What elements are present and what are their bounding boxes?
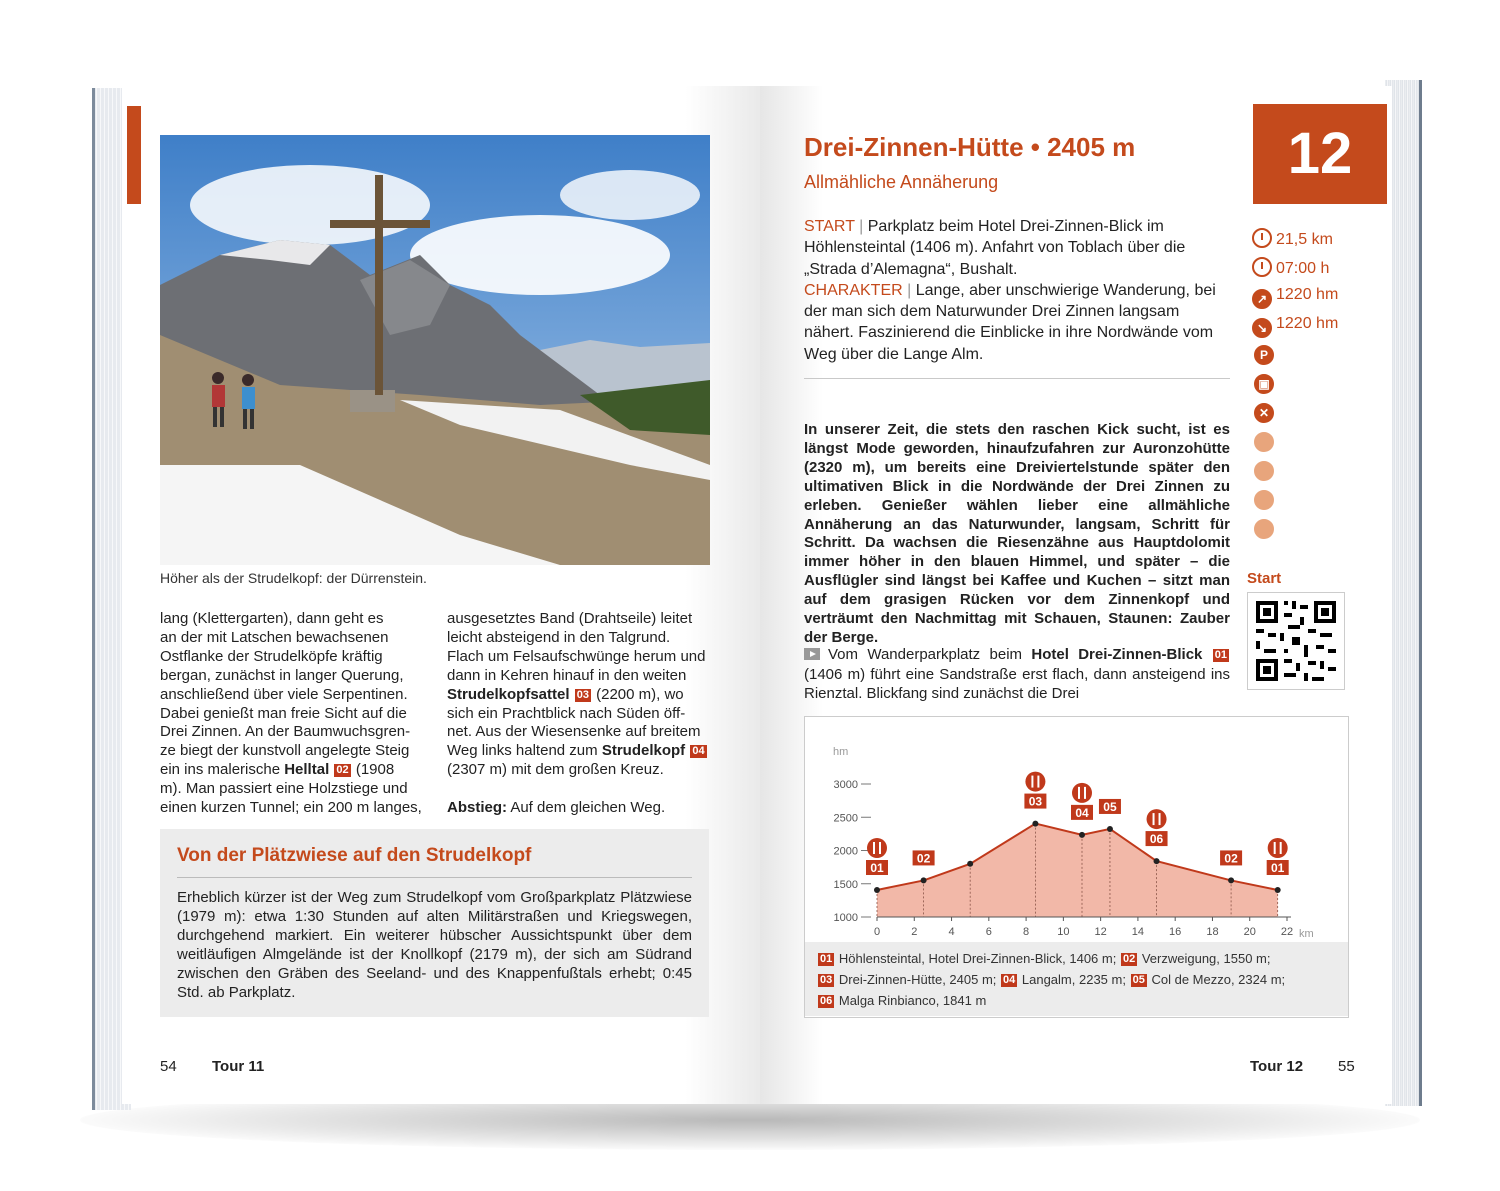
x-tick-label: 4 (948, 926, 955, 938)
legend-line (817, 990, 1348, 1011)
legend-text: Langalm, 2235 m; (1021, 972, 1126, 987)
text-line: ze biegt der kunstvoll angelegte Steig (160, 742, 410, 760)
text-line (447, 799, 709, 818)
text-fragment: (1908 (351, 761, 395, 779)
start-key: START (804, 218, 855, 235)
waypoint-marker-label: 01 (1271, 861, 1285, 876)
legend-code: 02 (1122, 953, 1136, 965)
profile-point (1275, 887, 1281, 893)
summit-cross-photo (160, 135, 710, 565)
legend-line (817, 948, 1348, 969)
legend-text: Col de Mezzo, 2324 m; (1151, 972, 1286, 987)
place-strudelkopf: Strudelkopf (601, 742, 686, 760)
profile-point (1032, 821, 1038, 827)
text-line: ausgesetztes Band (Drahtseile) leitet (447, 610, 693, 627)
y-axis-label: hm (833, 746, 849, 758)
info-box-title: Von der Plätzwiese auf den Strudelkopf (177, 845, 532, 866)
text-line: m). Man passiert eine Holzstiege und (160, 780, 408, 798)
bus-icon: ▣ (1254, 374, 1274, 394)
distance-icon (1252, 228, 1272, 248)
text-line: Drei Zinnen. An der Baumwuchsgren- (160, 723, 411, 741)
restaurant-icon: ✕ (1254, 403, 1274, 423)
text-line: Flach um Felsaufschwünge herum und (447, 647, 706, 665)
profile-point (874, 887, 880, 893)
x-tick-label: 10 (1057, 926, 1070, 938)
x-axis-label: km (1299, 928, 1314, 940)
text-fragment: Weg links haltend zum (447, 742, 602, 760)
tour-label-left: Tour 11 (212, 1058, 265, 1075)
divider (177, 877, 692, 878)
legend-text: Höhlensteintal, Hotel Drei-Zinnen-Blick, 1406 m; (838, 951, 1117, 966)
tour-subtitle: Allmähliche Annäherung (804, 172, 999, 192)
text-line: anschließend über viele Serpentinen. (160, 685, 408, 703)
text-line: an der mit Latschen bewachsenen (160, 628, 389, 646)
text-line: einen kurzen Tunnel; ein 200 m langes, (160, 799, 422, 817)
x-tick-label: 18 (1206, 926, 1219, 938)
restaurant-icon (867, 838, 887, 858)
start-text: Parkplatz beim Hotel Drei-Zinnen-Blick im Höhlensteintal (1406 m). Anfahrt von Toblach über die „Strada d’Alemagna“, Bushalt. (804, 218, 1186, 278)
text-fragment: Vom Wanderparkplatz beim (828, 646, 1032, 663)
x-tick-label: 12 (1094, 926, 1107, 938)
profile-point (921, 877, 927, 883)
profile-point (1107, 826, 1113, 832)
charakter-text: Lange, aber unschwierige Wanderung, bei der man sich dem Naturwunder Drei Zinnen langsam nähert. Faszinierend die Einblicke in ihre Nordwände vom Weg über die Lange Alm. (804, 281, 1216, 363)
text-line: Ostflanke der Strudelköpfe kräftig (160, 647, 383, 665)
waypoint-badge: 02 (336, 764, 349, 777)
restaurant-icon (1072, 783, 1092, 803)
abstieg-label: Abstieg: (447, 799, 507, 817)
waypoint-marker-label: 02 (1224, 851, 1238, 866)
text-line: Dabei genießt man freie Sicht auf die (160, 704, 407, 722)
intro-text: In unserer Zeit, die stets den raschen Kick sucht, ist es längst Mode geworden, hinaufzufahren zur Auronzohütte (2320 m), um bereits eine Dreiviertelstunde später den ultimativen Blick in die Nordwände der Drei Zinnen zu erleben. Genießer wählen lieber eine allmähliche Annäherung an das Naturwunder, langsam, Schritt für Schritt. Da wachsen die Riesenzähne aus Hauptdolomit immer höher in den blauen Himmel, und später – die Ausflügler sind längst bei Kaffee und Kuchen – sitzt man auf dem grasigen Rücken vor dem Zinnenkopf und verträumt den Nachmittag mit Schauen, Staunen: Zauber der Berge. (804, 421, 1230, 646)
tour-title: Drei-Zinnen-Hütte • 2405 m (804, 132, 1136, 162)
charakter-key: CHARAKTER (804, 281, 903, 299)
text-line (447, 742, 709, 761)
text-fragment: (2200 m), wo (591, 685, 684, 703)
mountain-illustration (160, 135, 710, 565)
abstieg-text: Auf dem gleichen Weg. (507, 799, 666, 817)
x-tick-label: 20 (1243, 926, 1256, 938)
legend-code: 04 (1003, 974, 1016, 986)
info-box (160, 829, 709, 1017)
text-line: leicht absteigend in den Talgrund. (447, 628, 671, 646)
place-strudelkopfsattel: Strudelkopfsattel (447, 685, 570, 703)
waypoint-marker-label: 03 (1028, 794, 1043, 809)
stat-distance (1252, 228, 1333, 249)
legend-code: 03 (820, 974, 833, 986)
waypoint-marker-label: 05 (1103, 799, 1117, 814)
profile-point (1079, 832, 1085, 838)
text-fragment: (1406 m) führt eine Sandstraße erst flach, dann ansteigend ins Rienztal. Blickfang sind zunächst die Drei (804, 665, 1230, 702)
text-fragment: ein ins malerische (160, 761, 285, 779)
text-line: bergan, zunächst in langer Querung, (160, 666, 404, 684)
profile-legend (805, 942, 1348, 1016)
text-line (160, 761, 422, 780)
stat-value: 1220 hm (1276, 286, 1339, 303)
stat-value: 21,5 km (1276, 231, 1333, 248)
qr-code-icon (1248, 593, 1344, 689)
child-friendly-icon (1254, 432, 1274, 452)
y-tick-label: 2000 (833, 845, 858, 858)
x-tick-label: 16 (1169, 926, 1182, 938)
descent-icon: ↘ (1252, 318, 1272, 338)
page-number-right: 55 (1338, 1058, 1355, 1075)
stat-value: 07:00 h (1276, 260, 1330, 277)
parking-icon: P (1254, 345, 1274, 365)
profile-point (1154, 858, 1160, 864)
legend-text: Malga Rinbianco, 1841 m (838, 993, 987, 1008)
x-tick-label: 0 (873, 926, 881, 938)
tour-label-right: Tour 12 (1250, 1058, 1304, 1075)
text-line: lang (Klettergarten), dann geht es (160, 610, 384, 627)
place-helltal: Helltal (284, 761, 330, 779)
x-tick-label: 2 (911, 926, 918, 938)
legend-code: 06 (820, 995, 833, 1007)
legend-text: Verzweigung, 1550 m; (1141, 951, 1271, 966)
text-line: dann in Kehren hinauf in den weiten (447, 666, 687, 684)
chapter-tab (127, 106, 141, 204)
waypoint-badge: 01 (1214, 649, 1227, 661)
swimming-icon (1254, 461, 1274, 481)
legend-text: Drei-Zinnen-Hütte, 2405 m; (838, 972, 997, 987)
tour-meta: START | Parkplatz beim Hotel Drei-Zinnen-Blick im Höhlensteintal (1406 m). Anfahrt von Toblach über die „Strada d’Alemagna“, Bushalt. CHARAKTER | Lange, aber unschwierige Wanderung, bei der man sich dem Naturwunder Drei Zinnen langsam nähert. Faszinierend die Einblicke in ihre Nordwände vom Weg über die Lange Alm. (804, 218, 1216, 363)
waypoint-marker-label: 04 (1075, 805, 1089, 820)
y-tick-label: 1500 (833, 878, 858, 891)
route-text (804, 645, 1230, 704)
profile-point (1228, 877, 1234, 883)
y-tick-label: 2500 (833, 812, 858, 825)
stat-ascent (1252, 286, 1338, 309)
stat-value: 1220 hm (1276, 315, 1339, 332)
start-label: Start (1247, 570, 1282, 587)
restaurant-icon (1025, 772, 1045, 792)
waypoint-marker-label: 01 (870, 861, 884, 876)
tour-number-badge: 12 (1253, 104, 1387, 204)
photo-caption: Höher als der Strudelkopf: der Dürrenstein. (160, 570, 427, 586)
clock-icon (1252, 257, 1272, 277)
play-icon (804, 648, 820, 660)
y-tick-label: 3000 (833, 779, 858, 791)
text-line: (2307 m) mit dem großen Kreuz. (447, 761, 664, 779)
stat-time (1252, 257, 1329, 278)
text-column-1 (160, 610, 422, 818)
winter-icon (1254, 490, 1274, 510)
text-line: sich ein Prachtblick nach Süden öff- (447, 704, 686, 722)
waypoint-badge: 03 (576, 688, 589, 701)
x-tick-label: 8 (1023, 926, 1030, 938)
text-column-2 (447, 610, 709, 818)
qr-code[interactable] (1247, 592, 1345, 690)
legend-line (817, 969, 1348, 990)
waypoint-marker-label: 02 (916, 851, 931, 866)
x-tick-label: 6 (985, 926, 992, 938)
text-line (447, 686, 709, 705)
info-box-text: Erheblich kürzer ist der Weg zum Strudelkopf vom Großparkplatz Plätzwiese (1979 m): etwa 1:30 Stunden auf alten Militärstraßen und Kriegswegen, durchgehend markiert. Ein weiterer hübscher Aussichtspunkt über dem weitläufigen Almgelände ist der Knollkopf (2179 m), der sich am Südrand zwischen den Gräben des Seeland- und des Knappenfußtals erhebt; 0:45 Std. ab Parkplatz. (177, 889, 692, 1001)
place-hotel: Hotel Drei-Zinnen-Blick (1031, 646, 1203, 663)
restaurant-icon (1147, 809, 1167, 829)
ascent-icon: ↗ (1252, 289, 1272, 309)
restaurant-icon (1268, 838, 1288, 858)
profile-point (967, 861, 973, 867)
elevation-profile (804, 716, 1349, 1018)
x-tick-label: 14 (1131, 926, 1145, 938)
waypoint-marker-label: 06 (1149, 832, 1164, 847)
legend-code: 01 (820, 953, 833, 965)
elevation-chart (805, 717, 1348, 942)
legend-code: 05 (1132, 974, 1145, 986)
y-tick-label: 1000 (833, 912, 858, 924)
page-number-left: 54 (160, 1058, 177, 1075)
bike-icon (1254, 519, 1274, 539)
text-line: net. Aus der Wiesensenke auf breitem (447, 723, 701, 741)
stat-descent (1252, 315, 1338, 338)
divider (804, 378, 1230, 379)
x-tick-label: 22 (1280, 926, 1294, 938)
waypoint-badge: 04 (692, 745, 705, 758)
profile-area (877, 824, 1278, 917)
